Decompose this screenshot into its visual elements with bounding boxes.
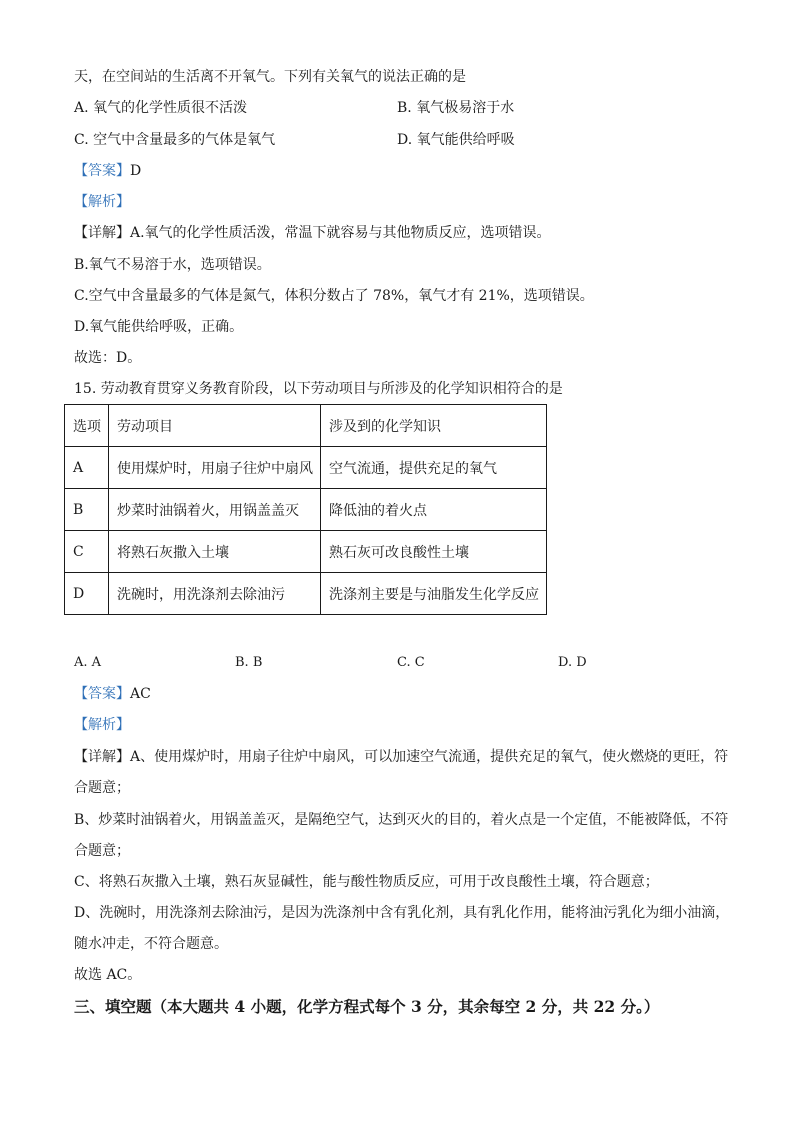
option-text: D bbox=[576, 655, 587, 670]
q14-option-c bbox=[74, 130, 275, 150]
detail-text: A.氧气的化学性质活泼，常温下就容易与其他物质反应，选项错误。 bbox=[130, 225, 551, 241]
detail-tag: 【详解】 bbox=[74, 225, 130, 241]
option-letter: A. bbox=[74, 100, 89, 116]
q15-option-d bbox=[558, 653, 587, 673]
q15-detail-line-3: B、炒菜时油锅着火，用锅盖盖灭，是隔绝空气，达到灭火的目的，着火点是一个定值，不能被降低，不符 bbox=[74, 812, 729, 828]
option-text: A bbox=[91, 655, 102, 670]
option-letter: C. bbox=[397, 655, 411, 670]
q14-stem: 天，在空间站的生活离不开氧气。下列有关氧气的说法正确的是 bbox=[74, 69, 466, 85]
q15-analysis-tag: 【解析】 bbox=[74, 717, 130, 733]
table-header-cell: 选项 bbox=[65, 405, 109, 447]
answer-tag: 【答案】 bbox=[74, 163, 130, 179]
detail-tag: 【详解】 bbox=[74, 749, 130, 765]
q14-detail-line-3: C.空气中含量最多的气体是氮气，体积分数占了 78%，氧气才有 21%，选项错误。 bbox=[74, 288, 594, 304]
q15-table bbox=[64, 404, 547, 615]
q15-answer bbox=[74, 684, 151, 704]
table-row bbox=[65, 531, 547, 573]
q14-option-a bbox=[74, 98, 247, 118]
answer-value: D bbox=[130, 163, 142, 179]
table-cell: 将熟石灰撒入土壤 bbox=[109, 531, 321, 573]
q15-detail-line-6: D、洗碗时，用洗涤剂去除油污，是因为洗涤剂中含有乳化剂，具有乳化作用，能将油污乳化为细小油滴， bbox=[74, 905, 730, 921]
table-cell: A bbox=[65, 447, 109, 489]
q14-option-b bbox=[397, 98, 514, 118]
option-letter: B. bbox=[397, 100, 412, 116]
option-letter: D. bbox=[397, 132, 413, 148]
q15-stem: 15. 劳动教育贯穿义务教育阶段，以下劳动项目与所涉及的化学知识相符合的是 bbox=[74, 381, 563, 397]
q15-detail-line-2: 合题意； bbox=[74, 780, 130, 796]
option-text: 空气中含量最多的气体是氧气 bbox=[93, 132, 276, 148]
q14-answer bbox=[74, 161, 141, 181]
table-cell: 降低油的着火点 bbox=[321, 489, 547, 531]
q15-detail-line-1 bbox=[74, 747, 728, 767]
option-text: 氧气的化学性质很不活泼 bbox=[93, 100, 248, 116]
table-cell: 熟石灰可改良酸性土壤 bbox=[321, 531, 547, 573]
option-text: B bbox=[252, 655, 263, 670]
option-letter: D. bbox=[558, 655, 573, 670]
q15-conclusion: 故选 AC。 bbox=[74, 967, 142, 983]
q15-option-a bbox=[74, 653, 101, 673]
option-letter: B. bbox=[235, 655, 249, 670]
q15-detail-line-5: C、将熟石灰撒入土壤，熟石灰显碱性，能与酸性物质反应，可用于改良酸性土壤，符合题意； bbox=[74, 874, 659, 890]
option-text: 氧气极易溶于水 bbox=[416, 100, 515, 116]
q14-conclusion: 故选：D。 bbox=[74, 350, 142, 366]
table-cell: 空气流通，提供充足的氧气 bbox=[321, 447, 547, 489]
option-letter: C. bbox=[74, 132, 89, 148]
option-text: C bbox=[414, 655, 425, 670]
option-text: 氧气能供给呼吸 bbox=[416, 132, 515, 148]
table-row bbox=[65, 489, 547, 531]
answer-tag: 【答案】 bbox=[74, 686, 130, 702]
q14-detail-line-2: B.氧气不易溶于水，选项错误。 bbox=[74, 257, 271, 273]
table-cell: C bbox=[65, 531, 109, 573]
table-row bbox=[65, 573, 547, 615]
table-cell: D bbox=[65, 573, 109, 615]
answer-value: AC bbox=[130, 686, 151, 702]
table-header-row bbox=[65, 405, 547, 447]
table-cell: B bbox=[65, 489, 109, 531]
section-heading: 三、填空题（本大题共 4 小题，化学方程式每个 3 分，其余每空 2 分，共 22 分。） bbox=[74, 997, 660, 1016]
table-row bbox=[65, 447, 547, 489]
table-cell: 洗涤剂主要是与油脂发生化学反应 bbox=[321, 573, 547, 615]
q15-option-b bbox=[235, 653, 262, 673]
q14-analysis-tag: 【解析】 bbox=[74, 194, 130, 210]
table-cell: 使用煤炉时，用扇子往炉中扇风 bbox=[109, 447, 321, 489]
table-cell: 炒菜时油锅着火，用锅盖盖灭 bbox=[109, 489, 321, 531]
q14-detail-line-4: D.氧气能供给呼吸，正确。 bbox=[74, 319, 244, 335]
q15-detail-line-7: 随水冲走，不符合题意。 bbox=[74, 936, 228, 952]
q15-detail-line-4: 合题意； bbox=[74, 843, 130, 859]
q15-option-c bbox=[397, 653, 425, 673]
q14-option-d bbox=[397, 130, 515, 150]
q14-detail-line-1 bbox=[74, 223, 551, 243]
table-header-cell: 涉及到的化学知识 bbox=[321, 405, 547, 447]
detail-text: A、使用煤炉时，用扇子往炉中扇风，可以加速空气流通，提供充足的氧气，使火燃烧的更旺，符 bbox=[130, 749, 729, 765]
table-header-cell: 劳动项目 bbox=[109, 405, 321, 447]
option-letter: A. bbox=[74, 655, 88, 670]
table-cell: 洗碗时，用洗涤剂去除油污 bbox=[109, 573, 321, 615]
